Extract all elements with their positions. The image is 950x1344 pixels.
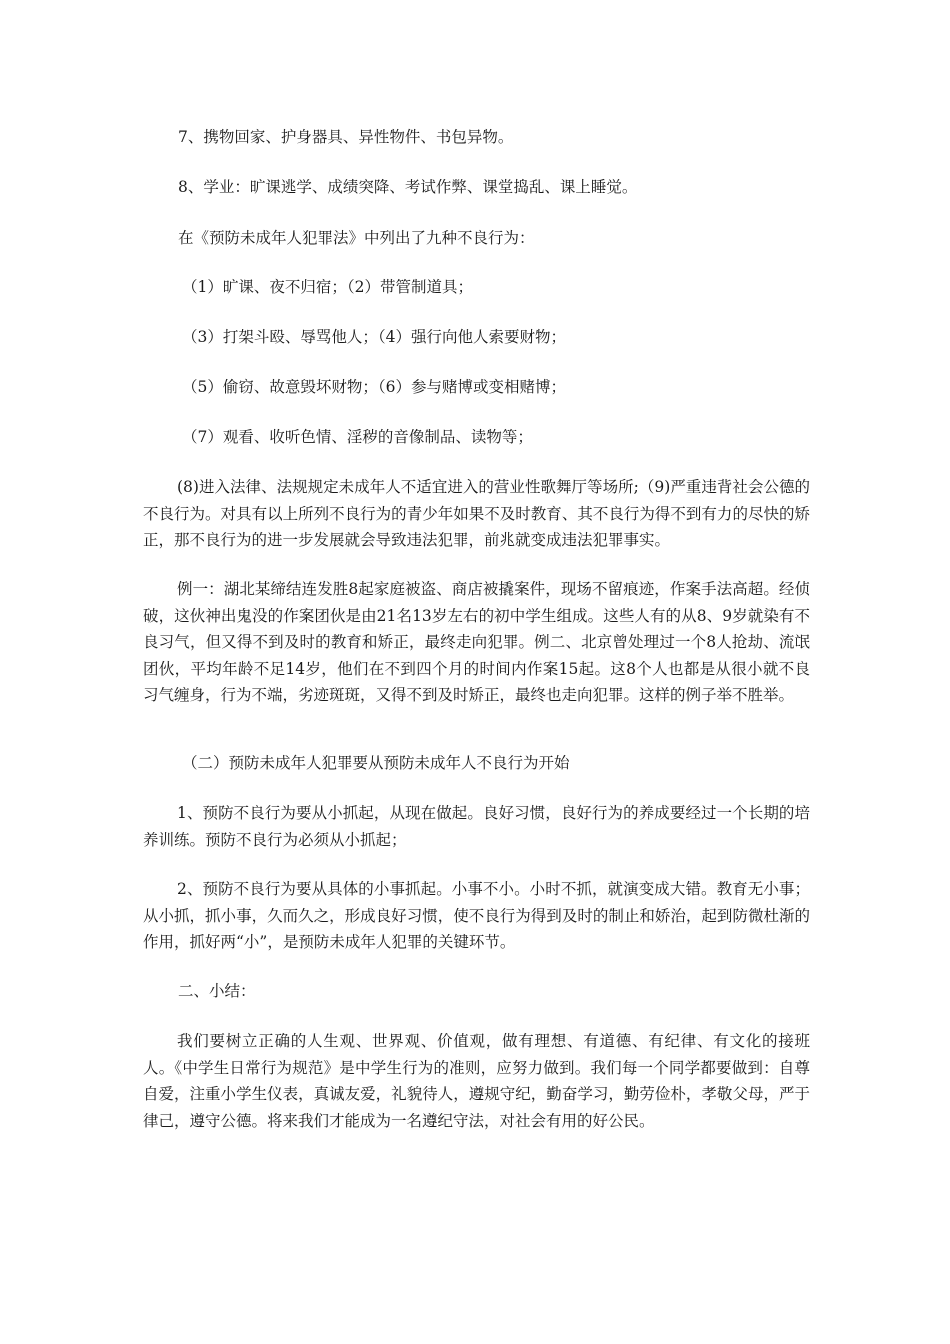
law-list-item: （7）观看、收听色情、淫秽的音像制品、读物等；: [182, 428, 533, 446]
law-intro: 在《预防未成年人犯罪法》中列出了九种不良行为：: [178, 229, 535, 247]
law-list-item: （1）旷课、夜不归宿；（2）带管制道具；: [182, 278, 473, 296]
section-heading: （二）预防未成年人犯罪要从预防未成年人不良行为开始: [182, 754, 570, 772]
list-item-study: 8、学业：旷课逃学、成绩突降、考试作弊、课堂捣乱、课上睡觉。: [178, 178, 638, 196]
list-item-carry: 7、携物回家、护身器具、异性物件、书包异物。: [178, 128, 514, 146]
law-list-item: （5）偷窃、故意毁坏财物；（6）参与赌博或变相赌博；: [182, 378, 566, 396]
paragraph-point-2: 2、预防不良行为要从具体的小事抓起。小事不小。小时不抓，就演变成大错。教育无小事；从小抓，抓小事，久而久之，形成良好习惯，使不良行为得到及时的制止和娇治，起到防微杜渐的作用，抓好两“小”，是预防未成年人犯罪的关键环节。: [143, 880, 810, 951]
paragraph-bad-behaviors-8-9: (8)进入法律、法规规定未成年人不适宜进入的营业性歌舞厅等场所;（9)严重违背社会公德的不良行为。对具有以上所列不良行为的青少年如果不及时教育、其不良行为得不到有力的尽快的矫正，那不良行为的进一步发展就会导致违法犯罪，前兆就变成违法犯罪事实。: [143, 478, 810, 549]
paragraph-examples: 例一：湖北某缔结连发胜8起家庭被盗、商店被撬案件，现场不留痕迹，作案手法高超。经侦破，这伙神出鬼没的作案团伙是由21名13岁左右的初中学生组成。这些人有的从8、9岁就染有不良习气，但又得不到及时的教育和矫正，最终走向犯罪。例二、北京曾处理过一个8人抢劫、流氓团伙，平均年龄不足14岁，他们在不到四个月的时间内作案15起。这8个人也都是从很小就不良习气缠身，行为不端，劣迹斑斑，又得不到及时矫正，最终也走向犯罪。这样的例子举不胜举。: [143, 580, 810, 704]
paragraph-point-1: 1、预防不良行为要从小抓起，从现在做起。良好习惯，良好行为的养成要经过一个长期的培养训练。预防不良行为必须从小抓起；: [143, 804, 810, 849]
law-list-item: （3）打架斗殴、辱骂他人；（4）强行向他人索要财物；: [182, 328, 566, 346]
paragraph-summary: 我们要树立正确的人生观、世界观、价值观，做有理想、有道德、有纪律、有文化的接班人。《中学生日常行为规范》是中学生行为的准则，应努力做到。我们每一个同学都要做到：自尊自爱，注重小学生仪表，真诚友爱，礼貌待人，遵规守纪，勤奋学习，勤劳俭朴，孝敬父母，严于律己，遵守公德。将来我们才能成为一名遵纪守法，对社会有用的好公民。: [143, 1032, 810, 1130]
summary-heading: 二、小结：: [178, 982, 256, 1000]
